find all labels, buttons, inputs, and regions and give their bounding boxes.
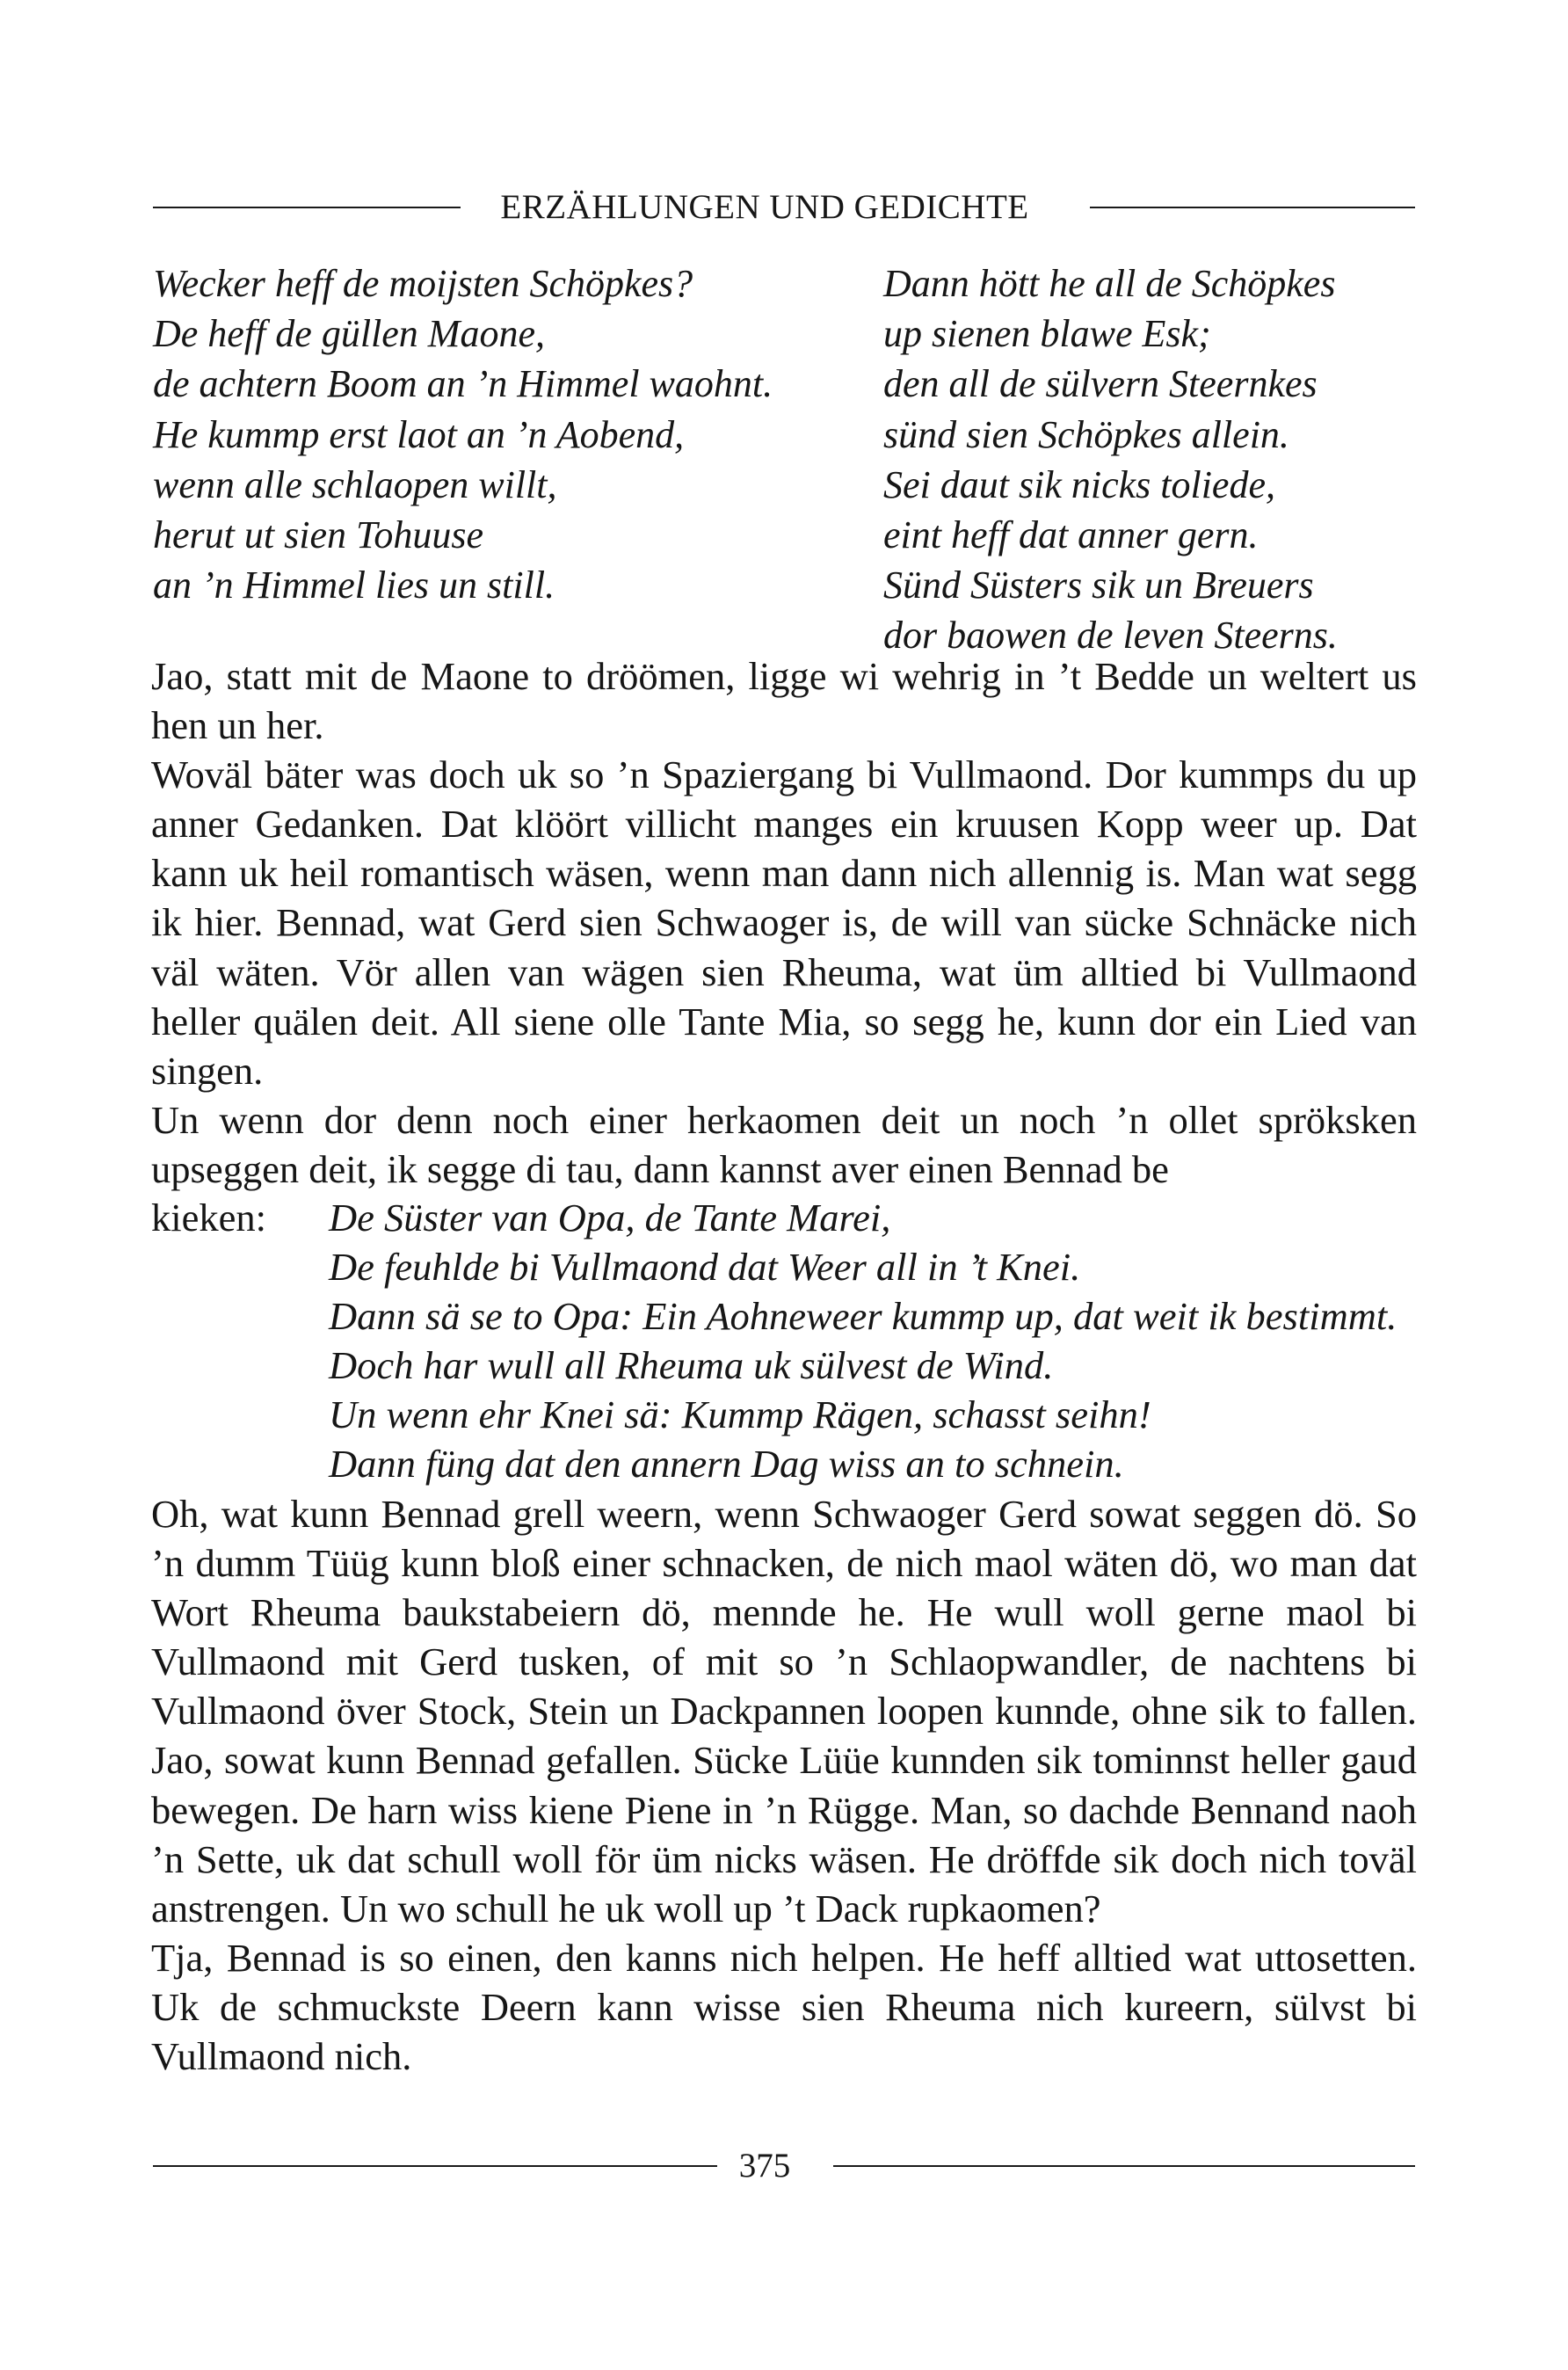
verse-line: Doch har wull all Rheuma uk sülvest de Wind.: [329, 1343, 1054, 1388]
poem-right-column: [883, 258, 1338, 661]
prose-section-1: [151, 651, 1417, 1194]
poem-line: up sienen blawe Esk;: [883, 312, 1211, 356]
footer-rule-right: [833, 2165, 1415, 2167]
footer-rule-left: [153, 2165, 717, 2167]
poem-line: Wecker heff de moijsten Schöpkes?: [153, 262, 693, 305]
verse-intro-word: kieken:: [151, 1196, 266, 1240]
header-rule-left: [153, 207, 461, 208]
poem-line: Sei daut sik nicks toliede,: [883, 462, 1275, 506]
poem-line: herut ut sien Tohuuse: [153, 513, 484, 556]
running-header: ERZÄHLUNGEN UND GEDICHTE: [500, 188, 1029, 226]
header-rule-right: [1090, 207, 1415, 208]
poem-line: Sünd Süsters sik un Breuers: [883, 563, 1314, 607]
prose-section-2: [151, 1489, 1417, 2081]
poem-line: wenn alle schlaopen willt,: [153, 462, 557, 506]
prose-paragraph: Jao, statt mit de Maone to dröömen, ligge wi wehrig in ’t Bedde un weltert us hen un her.: [151, 654, 1417, 748]
poem-line: He kummp erst laot an ’n Aobend,: [153, 412, 685, 456]
verse-line: De Süster van Opa, de Tante Marei,: [329, 1196, 891, 1240]
poem-line: de achtern Boom an ’n Himmel waohnt.: [153, 362, 773, 406]
poem-line: dor baowen de leven Steerns.: [883, 614, 1338, 658]
verse-line: Dann sä se to Opa: Ein Aohneweer kummp up, dat weit ik bestimmt.: [329, 1294, 1397, 1339]
verse-line: Un wenn ehr Knei sä: Kummp Rägen, schasst seihn!: [329, 1392, 1151, 1437]
poem-line: sünd sien Schöpkes allein.: [883, 412, 1289, 456]
prose-paragraph: Tja, Bennad is so einen, den kanns nich helpen. He heff alltied wat uttosetten. Uk de schmuckste Deern kann wisse sien Rheuma nich kureern, sülvst bi Vullmaond nich.: [151, 1935, 1417, 2079]
verse-lines: [329, 1193, 1397, 1489]
poem-line: Dann hött he all de Schöpkes: [883, 262, 1336, 305]
poem-line: eint heff dat anner gern.: [883, 513, 1259, 556]
prose-paragraph: Un wenn dor denn noch einer herkaomen deit un noch ’n ollet spröksken upseggen deit, ik segge di tau, dann kannst aver einen Bennad be: [151, 1097, 1417, 1191]
prose-paragraph: Woväl bäter was doch uk so ’n Spaziergang bi Vullmaond. Dor kummps du up anner Gedanken. Dat klöört villicht manges ein kruusen Kopp weer up. Dat kann uk heil romantisch wäsen, wenn man dann nich allennig is. Man wat segg ik hier. Bennad, wat Gerd sien Schwaoger is, de will van sücke Schnäcke nich väl wäten. Vör allen van wägen sien Rheuma, wat üm alltied bi Vullmaond heller quälen deit. All siene olle Tante Mia, so segg he, kunn dor ein Lied van singen.: [151, 752, 1417, 1093]
poem-line: an ’n Himmel lies un still.: [153, 563, 555, 607]
poem-left-column: [153, 258, 773, 610]
verse-line: De feuhlde bi Vullmaond dat Weer all in ’t Knei.: [329, 1245, 1081, 1290]
verse-line: Dann füng dat den annern Dag wiss an to schnein.: [329, 1442, 1124, 1487]
page-number: 375: [738, 2147, 791, 2185]
prose-paragraph: Oh, wat kunn Bennad grell weern, wenn Schwaoger Gerd sowat seggen dö. So ’n dumm Tüüg kunn bloß einer schnacken, de nich maol wäten dö, wo man dat Wort Rheuma baukstabeiern dö, mennde he. He wull woll gerne maol bi Vullmaond mit Gerd tusken, of mit so ’n Schlaopwandler, de nachtens bi Vullmaond över Stock, Stein un Dackpannen loopen kunnde, ohne sik to fallen. Jao, sowat kunn Bennad gefallen. Sücke Lüüe kunnden sik tominnst heller gaud bewegen. De harn wiss kiene Piene in ’n Rügge. Man, so dachde Bennand naoh ’n Sette, uk dat schull woll för üm nicks wäsen. He dröffde sik doch nich toväl anstrengen. Un wo schull he uk woll up ’t Dack rupkaomen?: [151, 1492, 1417, 1930]
poem-line: De heff de güllen Maone,: [153, 312, 545, 356]
poem-line: den all de sülvern Steernkes: [883, 362, 1318, 406]
